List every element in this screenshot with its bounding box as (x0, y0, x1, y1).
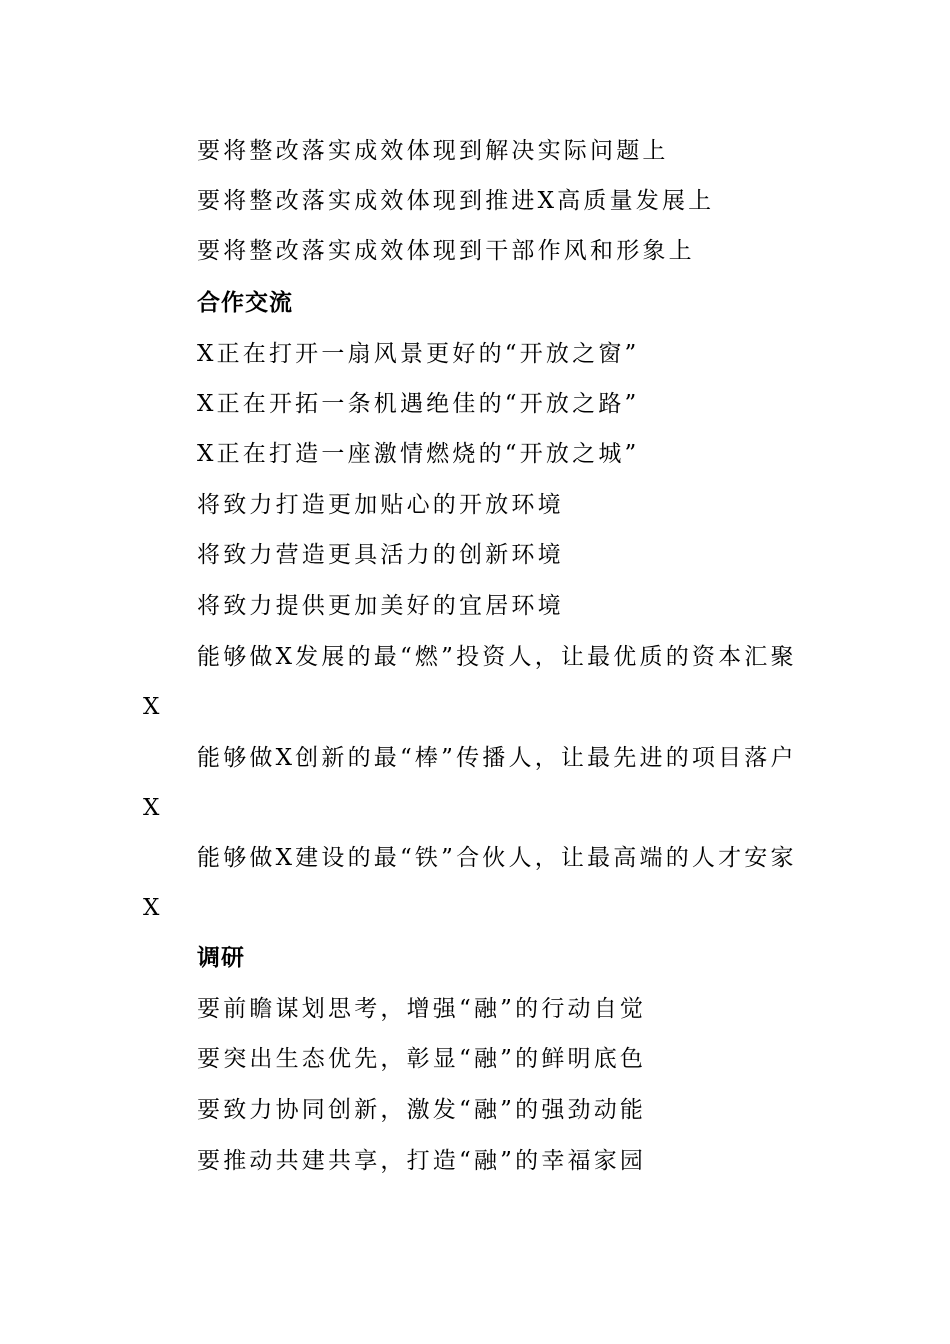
text-line: 要突出生态优先，彰显“融”的鲜明底色 (197, 1046, 647, 1072)
text-line: 要将整改落实成效体现到干部作风和形象上 (197, 238, 695, 264)
text-line-continuation: X (143, 895, 160, 921)
text-line: 将致力营造更具活力的创新环境 (197, 542, 564, 568)
text-line: 将致力提供更加美好的宜居环境 (197, 593, 564, 619)
text-line: 要将整改落实成效体现到推进X高质量发展上 (197, 188, 715, 214)
text-line-continuation: X (143, 694, 160, 720)
text-line: 要致力协同创新，激发“融”的强劲动能 (197, 1097, 647, 1123)
text-line: 能够做X创新的最“棒”传播人，让最先进的项目落户 (197, 745, 797, 771)
text-line: 要前瞻谋划思考，增强“融”的行动自觉 (197, 996, 647, 1022)
text-line: 能够做X发展的最“燃”投资人，让最优质的资本汇聚 (197, 644, 797, 670)
text-line: 要将整改落实成效体现到解决实际问题上 (197, 138, 669, 164)
text-line: X正在打开一扇风景更好的“开放之窗” (197, 341, 640, 367)
text-line: X正在开拓一条机遇绝佳的“开放之路” (197, 391, 640, 417)
text-line: 要推动共建共享，打造“融”的幸福家园 (197, 1148, 647, 1174)
text-line-continuation: X (143, 795, 160, 821)
section-heading-cooperation: 合作交流 (197, 290, 293, 316)
text-line: 将致力打造更加贴心的开放环境 (197, 492, 564, 518)
text-line: 能够做X建设的最“铁”合伙人，让最高端的人才安家 (197, 845, 797, 871)
text-line: X正在打造一座激情燃烧的“开放之城” (197, 441, 640, 467)
section-heading-research: 调研 (197, 945, 245, 971)
